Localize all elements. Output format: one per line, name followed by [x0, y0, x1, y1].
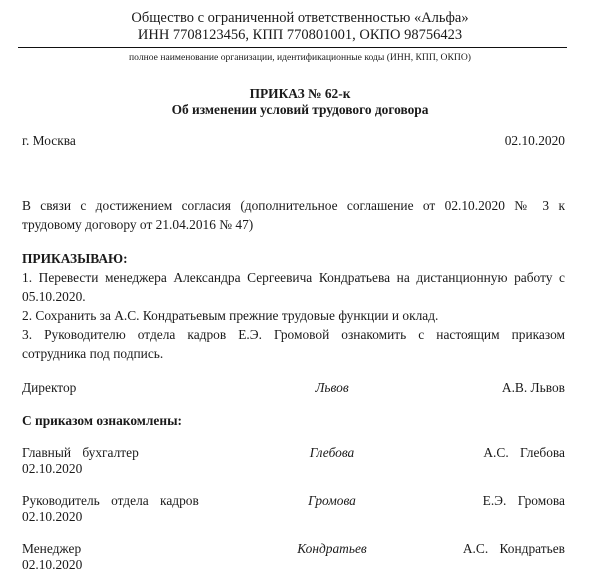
decree-item-line: 3. Руководителю отдела кадров Е.Э. Громовой ознакомить с настоящим приказом	[22, 327, 565, 342]
director-signature-row	[22, 380, 565, 398]
intro-paragraph	[22, 197, 565, 234]
director-name: А.В. Львов	[501, 380, 565, 395]
signer-date: 02.10.2020	[22, 557, 83, 572]
signer-row	[22, 445, 565, 476]
signer-name: А.С. Кондратьев	[462, 541, 565, 556]
organization-name: Общество с ограниченной ответственностью «Альфа»	[131, 10, 469, 26]
order-date: 02.10.2020	[504, 133, 565, 148]
order-subtitle: Об изменении условий трудового договора	[171, 102, 429, 117]
director-signature: Львов	[315, 380, 349, 395]
decree-items	[22, 268, 565, 363]
signer-signature: Громова	[308, 493, 356, 508]
header-divider	[18, 47, 567, 48]
order-title: ПРИКАЗ № 62-к	[249, 86, 351, 101]
intro-line-2: трудовому договору от 21.04.2016 № 47)	[22, 216, 254, 232]
signer-date: 02.10.2020	[22, 461, 83, 476]
signer-name: А.С. Глебова	[483, 445, 565, 460]
order-city: г. Москва	[22, 133, 76, 148]
decree-heading: ПРИКАЗЫВАЮ:	[22, 251, 128, 266]
signer-position: Менеджер	[22, 541, 82, 556]
signer-name: Е.Э. Громова	[482, 493, 565, 508]
signer-row	[22, 541, 565, 572]
signer-row	[22, 493, 565, 524]
decree-item-line: 1. Перевести менеджера Александра Сергеевича Кондратьева на дистанционную работу с	[22, 270, 565, 285]
director-position: Директор	[22, 380, 77, 395]
organization-codes: ИНН 7708123456, КПП 770801001, ОКПО 98756423	[137, 27, 463, 43]
decree-item-line: 05.10.2020.	[22, 289, 86, 304]
intro-line-1: В связи с достижением согласия (дополнительное соглашение от 02.10.2020 № 3 к	[22, 198, 565, 213]
signer-position: Руководитель отдела кадров	[22, 493, 199, 508]
signer-position: Главный бухгалтер	[22, 445, 139, 460]
signer-signature: Глебова	[309, 445, 355, 460]
signer-date: 02.10.2020	[22, 509, 83, 524]
organization-caption: полное наименование организации, идентификационные коды (ИНН, КПП, ОКПО)	[129, 52, 471, 63]
decree-item-line: сотрудника под подпись.	[22, 346, 164, 361]
signer-signature: Кондратьев	[297, 541, 367, 556]
acknowledgement-heading: С приказом ознакомлены:	[22, 413, 182, 428]
decree-item-line: 2. Сохранить за А.С. Кондратьевым прежние трудовые функции и оклад.	[22, 308, 439, 323]
